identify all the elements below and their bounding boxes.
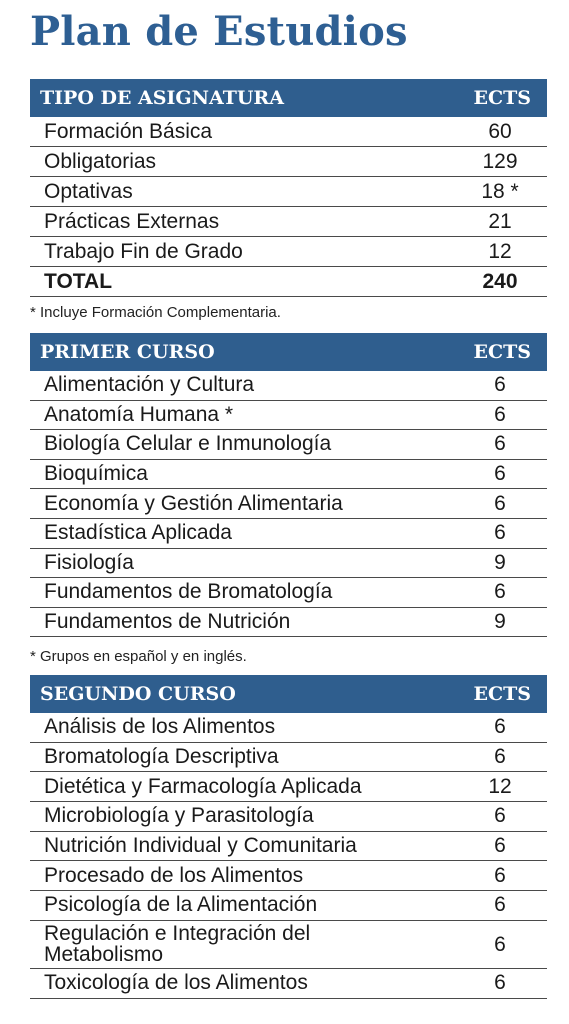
section-header: [30, 333, 547, 371]
ects-value: 6: [494, 745, 506, 769]
ects-value: 9: [494, 610, 506, 634]
course-name: Nutrición Individual y Comunitaria: [44, 834, 357, 858]
section-header: [30, 675, 547, 713]
table-row: [30, 861, 547, 891]
ects-value: 6: [494, 863, 506, 887]
ects-value: 12: [488, 239, 512, 263]
course-name: Estadística Aplicada: [44, 521, 232, 545]
ects-value: 6: [494, 521, 506, 545]
ects-column-header: ECTS: [473, 683, 531, 705]
ects-value: 6: [494, 462, 506, 486]
total-label: TOTAL: [44, 269, 113, 293]
page-title: Plan de Estudios: [30, 8, 408, 55]
section-primer-curso: [30, 333, 547, 637]
footnote: * Grupos en español y en inglés.: [30, 648, 247, 665]
course-name: Regulación e Integración del Metabolismo: [44, 922, 311, 967]
ects-value: 6: [494, 804, 506, 828]
course-name: Anatomía Humana *: [44, 402, 234, 426]
course-name: Fisiología: [44, 550, 134, 574]
course-name: Análisis de los Alimentos: [44, 715, 276, 739]
ects-value: 6: [494, 491, 506, 515]
course-name: Procesado de los Alimentos: [44, 863, 304, 887]
total-row: [30, 267, 547, 297]
ects-value: 6: [494, 971, 506, 995]
course-name: Biología Celular e Inmunología: [44, 432, 332, 456]
section-header-label: TIPO DE ASIGNATURA: [40, 87, 284, 109]
footnote: * Incluye Formación Complementaria.: [30, 304, 281, 321]
ects-value: 18 *: [481, 179, 519, 203]
ects-value: 9: [494, 550, 506, 574]
course-name: Formación Básica: [44, 119, 213, 143]
ects-column-header: ECTS: [473, 341, 531, 363]
table-row: [30, 460, 547, 490]
course-name: Bromatología Descriptiva: [44, 745, 279, 769]
course-name: Alimentación y Cultura: [44, 373, 255, 397]
course-name: Bioquímica: [44, 462, 148, 486]
ects-value: 6: [494, 580, 506, 604]
course-name: Microbiología y Parasitología: [44, 804, 314, 828]
section-segundo-curso: [30, 675, 547, 999]
section-header-label: PRIMER CURSO: [40, 341, 215, 363]
course-name: Dietética y Farmacología Aplicada: [44, 774, 362, 798]
table-row: [30, 743, 547, 773]
table-row: [30, 832, 547, 862]
course-name: Toxicología de los Alimentos: [44, 971, 308, 995]
table-row: [30, 371, 547, 401]
table-row: [30, 117, 547, 147]
table-row: [30, 489, 547, 519]
ects-value: 6: [494, 373, 506, 397]
ects-value: 21: [488, 209, 512, 233]
section-header: [30, 79, 547, 117]
table-row: [30, 713, 547, 743]
table-row: [30, 549, 547, 579]
ects-value: 12: [488, 774, 512, 798]
ects-value: 60: [488, 119, 512, 143]
course-name: Optativas: [44, 179, 133, 203]
course-name: Prácticas Externas: [44, 209, 220, 233]
course-name: Obligatorias: [44, 149, 157, 173]
ects-column-header: ECTS: [473, 87, 531, 109]
table-row: [30, 802, 547, 832]
section-header-label: SEGUNDO CURSO: [40, 683, 236, 705]
course-name: Economía y Gestión Alimentaria: [44, 491, 343, 515]
table-row: [30, 207, 547, 237]
table-row: [30, 147, 547, 177]
course-name: Fundamentos de Nutrición: [44, 610, 291, 634]
ects-value: 6: [494, 432, 506, 456]
ects-value: 6: [494, 402, 506, 426]
table-row: [30, 578, 547, 608]
ects-value: 6: [494, 932, 506, 956]
ects-value: 6: [494, 715, 506, 739]
table-row: [30, 430, 547, 460]
ects-value: 6: [494, 834, 506, 858]
course-name: Fundamentos de Bromatología: [44, 580, 333, 604]
table-row: [30, 519, 547, 549]
course-name: Trabajo Fin de Grado: [44, 239, 243, 263]
table-row: [30, 891, 547, 921]
table-row: [30, 772, 547, 802]
table-row: [30, 177, 547, 207]
ects-value: 129: [482, 149, 518, 173]
table-row: [30, 401, 547, 431]
table-row: [30, 608, 547, 638]
total-value: 240: [482, 269, 518, 293]
ects-value: 6: [494, 893, 506, 917]
course-name: Psicología de la Alimentación: [44, 893, 318, 917]
section-tipo-asignatura: [30, 79, 547, 297]
table-row: [30, 921, 547, 969]
table-row: [30, 969, 547, 999]
table-row: [30, 237, 547, 267]
